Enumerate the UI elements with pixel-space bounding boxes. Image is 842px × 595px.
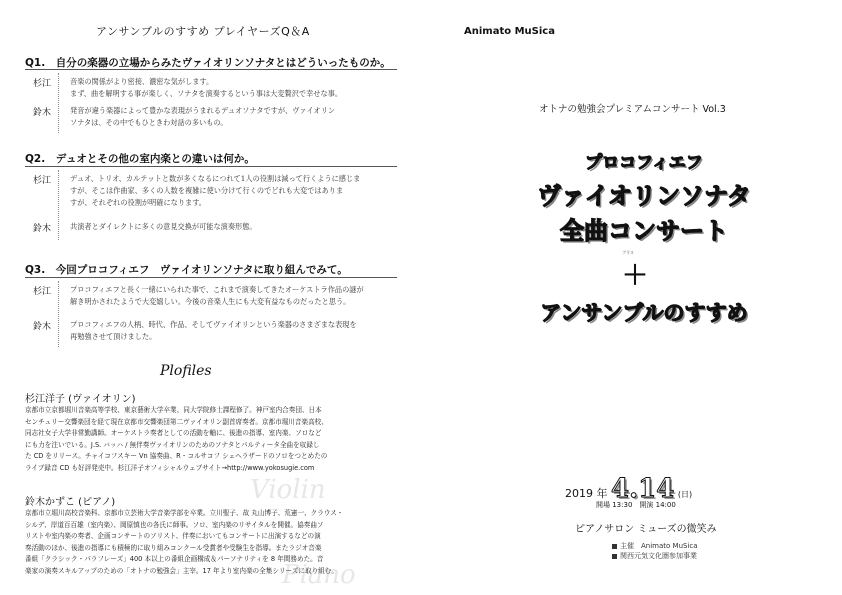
- question-1-rule: [25, 69, 397, 70]
- question-3: Q3. 今回プロコフィエフ ヴァイオリンソナタに取り組んでみて。: [25, 264, 348, 276]
- q3-speaker-sugie: 杉江: [33, 287, 52, 297]
- question-3-divider: [58, 281, 59, 347]
- organizer: 主催 Animato MuSica: [612, 541, 698, 551]
- q2-speaker-suzuki: 鈴木: [33, 224, 52, 234]
- q1-speaker-sugie: 杉江: [33, 79, 52, 89]
- q3-answer-suzuki: プロコフィエフの人柄、時代、作品、そしてヴァイオリンという楽器のさまざまな表現を 再勉強させて頂けました。: [70, 320, 357, 341]
- q3-answer-sugie: プロコフィエフと長く一緒にいられた事で、これまで演奏してきたオーケストラ作品の謎が 解き明かされたようで大変嬉しい。今後の音楽人生にも大変有益なものだったと思う。: [70, 285, 364, 306]
- question-2: Q2. デュオとその他の室内楽との違いは何か。: [25, 153, 255, 165]
- qa-section-title: アンサンブルのすすめ プレイヤーズQ＆A: [96, 25, 310, 38]
- concert-subtitle: オトナの勉強会プレミアムコンサート Vol.3: [539, 104, 726, 115]
- concert-venue: ピアノサロン ミューズの微笑み: [575, 524, 717, 535]
- watermark-violin: Violin: [250, 475, 326, 505]
- question-1-divider: [58, 73, 59, 133]
- q1-speaker-suzuki: 鈴木: [33, 108, 52, 118]
- q2-speaker-sugie: 杉江: [33, 176, 52, 186]
- title-ensemble: アンサンブルのすすめ: [540, 300, 748, 325]
- profiles-heading: Plofiles: [160, 363, 212, 379]
- square-bullet-icon: [612, 554, 617, 559]
- plus-sign: ＋: [622, 261, 649, 291]
- support-note: 関西元気文化圏参加事業: [612, 551, 697, 561]
- concert-times: 開場 13:30 開演 14:00: [596, 501, 676, 509]
- q2-answer-suzuki: 共演者とダイレクトに多くの意見交換が可能な演奏形態。: [70, 222, 257, 231]
- title-composer: プロコフィエフ: [585, 153, 703, 173]
- date-weekday: (日): [677, 490, 693, 499]
- question-1: Q1. 自分の楽器の立場からみたヴァイオリンソナタとはどういったものか。: [25, 57, 391, 69]
- question-2-divider: [58, 170, 59, 240]
- watermark-piano: Piano: [282, 560, 356, 590]
- profile-text-suzuki: 京都市立堀川高校音楽科、京都市立芸術大学音楽学部を卒業。立川聖子、故 丸山博子、荒憲一、クラウス・ シルデ、岸道百百雄（室内楽）、岡原慎也の各氏に師事。ソロ、室内楽のリサイタルを開催。協奏曲ソ リストや室内楽の奏者、企画コンサートのソリスト、伴奏においてもコンサートに出演するなどの演 奏活動のほか、後進の指導にも積極的に取り組みコンクール受賞者や受験生を指導。またラジオ音楽 番組「クラシック・パラフレーズ」400 本以上の番組企画構成＆パーソナリティを 8 年間務めた。音 楽家の演奏スキルアップのための「オトナの勉強会」主宰。17 年より室内楽の全集シリーズに取り組む。: [25, 509, 344, 575]
- q1-answer-suzuki: 発音が違う楽器によって豊かな表現がうまれるデュオソナタですが、ヴァイオリン ソナタは、その中でもひときわ対話の多いもの。: [70, 106, 336, 127]
- profile-name-sugie: 杉江洋子 (ヴァイオリン): [25, 394, 136, 405]
- q3-speaker-suzuki: 鈴木: [33, 322, 52, 332]
- title-complete-concert: 全曲コンサート: [560, 216, 728, 245]
- question-2-rule: [25, 166, 397, 167]
- title-sonata: ヴァイオリンソナタ: [537, 181, 751, 210]
- profile-text-sugie: 京都市立京都堀川音楽高等学校、東京藝術大学卒業、同大学院修士課程修了。神戸室内合奏団、日本 センチュリー交響楽団を経て現在京都市交響楽団第二ヴァイオリン副首席奏者。京都市堀川音楽高校、 同志社女子大学非常勤講師。オーケストラ奏者としての活動を軸に、後進の指導、室内楽、ソロなど にも力を注いでいる。J.S. バッハ / 無伴奏ヴァイオリンのためのソナタとパルティータ全曲を収録し た CD をリリース。チャイコフスキー Vn 協奏曲、R・コルサコフ シェヘラザードのソロをつとめたの ライブ録音 CD も好評発売中。杉江洋子オフィシャルウェブサイト→http://www.yokosugie.com: [25, 406, 328, 472]
- q1-answer-sugie: 音楽の関係がより密接、濃密な気がします。 まず、曲を解明する事が楽しく、ソナタを演奏するという事は大変贅沢で幸せな事。: [70, 77, 343, 98]
- plus-caption: プラス: [622, 250, 634, 255]
- question-3-rule: [25, 277, 397, 278]
- q2-answer-sugie: デュオ、トリオ、カルテットと数が多くなるにつれて1人の役割は減って行くように感じま すが、そこは作曲家、多くの人数を複雑に使い分けて行くのでどれも大変ではありま すが、それぞれの役割が明確になります。: [70, 174, 361, 207]
- date-year: 2019 年: [565, 487, 608, 500]
- square-bullet-icon: [612, 544, 617, 549]
- date-day: 4.14: [611, 474, 675, 504]
- profile-name-suzuki: 鈴木かずこ (ピアノ): [25, 497, 116, 508]
- brand-logo: Animato MuSica: [464, 26, 555, 37]
